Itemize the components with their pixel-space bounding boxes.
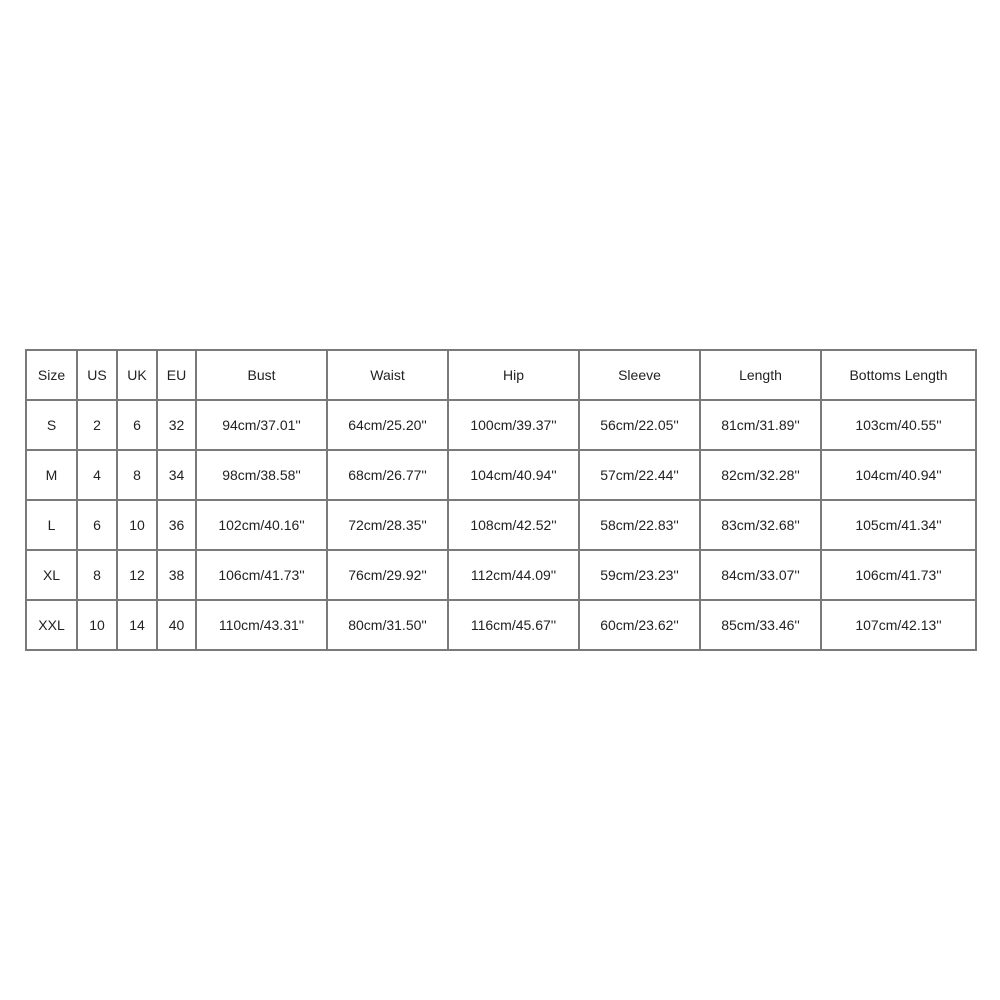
table-row bbox=[26, 500, 976, 550]
cell-uk: 8 bbox=[117, 450, 157, 500]
cell-length: 83cm/32.68'' bbox=[700, 500, 821, 550]
cell-sleeve: 56cm/22.05'' bbox=[579, 400, 700, 450]
header-waist: Waist bbox=[327, 350, 448, 400]
cell-bottoms-length: 104cm/40.94'' bbox=[821, 450, 976, 500]
cell-sleeve: 59cm/23.23'' bbox=[579, 550, 700, 600]
cell-size: S bbox=[26, 400, 77, 450]
cell-us: 10 bbox=[77, 600, 117, 650]
cell-eu: 32 bbox=[157, 400, 196, 450]
cell-bust: 110cm/43.31'' bbox=[196, 600, 327, 650]
cell-hip: 108cm/42.52'' bbox=[448, 500, 579, 550]
header-hip: Hip bbox=[448, 350, 579, 400]
cell-us: 4 bbox=[77, 450, 117, 500]
header-size: Size bbox=[26, 350, 77, 400]
table-row bbox=[26, 400, 976, 450]
header-uk: UK bbox=[117, 350, 157, 400]
cell-bottoms-length: 107cm/42.13'' bbox=[821, 600, 976, 650]
cell-eu: 38 bbox=[157, 550, 196, 600]
cell-uk: 12 bbox=[117, 550, 157, 600]
header-bottoms-length: Bottoms Length bbox=[821, 350, 976, 400]
cell-uk: 10 bbox=[117, 500, 157, 550]
cell-sleeve: 60cm/23.62'' bbox=[579, 600, 700, 650]
cell-bust: 98cm/38.58'' bbox=[196, 450, 327, 500]
header-bust: Bust bbox=[196, 350, 327, 400]
cell-bust: 102cm/40.16'' bbox=[196, 500, 327, 550]
cell-us: 2 bbox=[77, 400, 117, 450]
cell-waist: 64cm/25.20'' bbox=[327, 400, 448, 450]
cell-hip: 112cm/44.09'' bbox=[448, 550, 579, 600]
cell-us: 8 bbox=[77, 550, 117, 600]
cell-bottoms-length: 105cm/41.34'' bbox=[821, 500, 976, 550]
cell-size: M bbox=[26, 450, 77, 500]
cell-sleeve: 57cm/22.44'' bbox=[579, 450, 700, 500]
cell-sleeve: 58cm/22.83'' bbox=[579, 500, 700, 550]
cell-hip: 116cm/45.67'' bbox=[448, 600, 579, 650]
header-sleeve: Sleeve bbox=[579, 350, 700, 400]
cell-eu: 40 bbox=[157, 600, 196, 650]
table-row bbox=[26, 600, 976, 650]
cell-eu: 36 bbox=[157, 500, 196, 550]
cell-bottoms-length: 106cm/41.73'' bbox=[821, 550, 976, 600]
cell-bust: 106cm/41.73'' bbox=[196, 550, 327, 600]
cell-waist: 68cm/26.77'' bbox=[327, 450, 448, 500]
header-eu: EU bbox=[157, 350, 196, 400]
table-row bbox=[26, 550, 976, 600]
cell-eu: 34 bbox=[157, 450, 196, 500]
cell-uk: 6 bbox=[117, 400, 157, 450]
table-header-row bbox=[26, 350, 976, 400]
table-row bbox=[26, 450, 976, 500]
header-length: Length bbox=[700, 350, 821, 400]
cell-length: 85cm/33.46'' bbox=[700, 600, 821, 650]
cell-hip: 100cm/39.37'' bbox=[448, 400, 579, 450]
cell-us: 6 bbox=[77, 500, 117, 550]
cell-size: XL bbox=[26, 550, 77, 600]
cell-bottoms-length: 103cm/40.55'' bbox=[821, 400, 976, 450]
cell-waist: 76cm/29.92'' bbox=[327, 550, 448, 600]
cell-uk: 14 bbox=[117, 600, 157, 650]
size-chart-table bbox=[25, 349, 977, 651]
cell-hip: 104cm/40.94'' bbox=[448, 450, 579, 500]
cell-length: 82cm/32.28'' bbox=[700, 450, 821, 500]
header-us: US bbox=[77, 350, 117, 400]
cell-waist: 72cm/28.35'' bbox=[327, 500, 448, 550]
cell-size: XXL bbox=[26, 600, 77, 650]
cell-length: 84cm/33.07'' bbox=[700, 550, 821, 600]
cell-length: 81cm/31.89'' bbox=[700, 400, 821, 450]
cell-bust: 94cm/37.01'' bbox=[196, 400, 327, 450]
cell-waist: 80cm/31.50'' bbox=[327, 600, 448, 650]
cell-size: L bbox=[26, 500, 77, 550]
